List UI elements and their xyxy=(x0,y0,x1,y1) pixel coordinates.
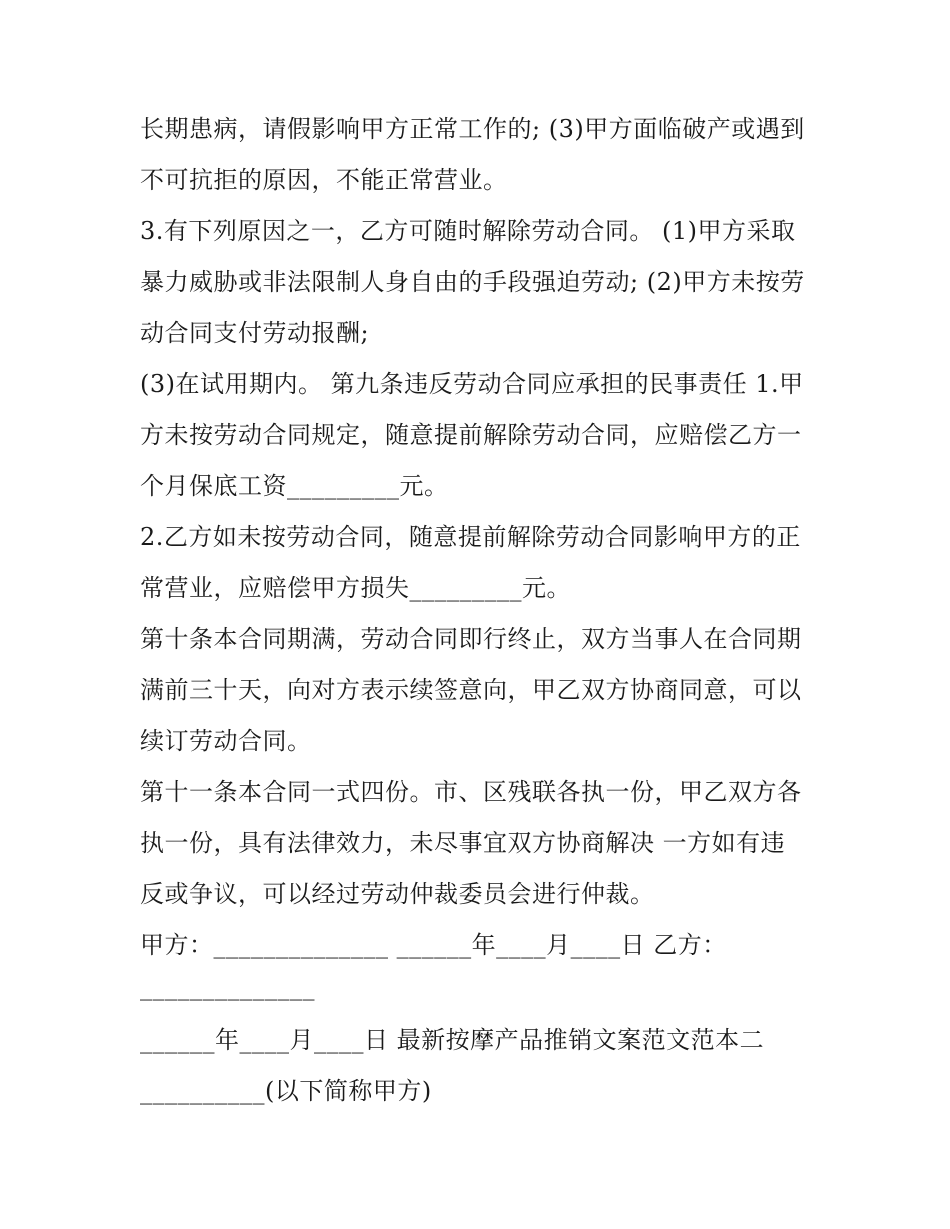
text-line: 个月保底工资_________元。 xyxy=(140,472,449,500)
text-line: 续订劳动合同。 xyxy=(140,727,312,755)
text-line: 满前三十天，向对方表示续签意向，甲乙双方协商同意，可以 xyxy=(140,676,802,704)
text-line: 第十条本合同期满，劳动合同即行终止，双方当事人在合同期 xyxy=(140,625,802,653)
text-line: 2.乙方如未按劳动合同，随意提前解除劳动合同影响甲方的正 xyxy=(140,523,801,551)
text-line: 长期患病，请假影响甲方正常工作的; (3)甲方面临破产或遇到 xyxy=(140,115,805,143)
text-line: 常营业，应赔偿甲方损失_________元。 xyxy=(140,574,571,602)
signature-line-party-a: 甲方：______________ ______年____月____日 乙方： xyxy=(140,931,727,959)
text-line: 反或争议，可以经过劳动仲裁委员会进行仲裁。 xyxy=(140,880,655,908)
text-line: 第十一条本合同一式四份。市、区残联各执一份，甲乙双方各 xyxy=(140,778,802,806)
text-line: 方未按劳动合同规定，随意提前解除劳动合同，应赔偿乙方一 xyxy=(140,421,802,449)
signature-blank-party-b: ______________ xyxy=(140,973,315,1001)
text-line: 暴力威胁或非法限制人身自由的手段强迫劳动; (2)甲方未按劳 xyxy=(140,268,805,296)
text-line: 3.有下列原因之一，乙方可随时解除劳动合同。 (1)甲方采取 xyxy=(140,217,796,245)
text-line: 动合同支付劳动报酬; xyxy=(140,319,370,347)
date-line-title: ______年____月____日 最新按摩产品推销文案范文范本二 xyxy=(140,1026,765,1054)
party-a-definition: __________(以下简称甲方) xyxy=(140,1077,432,1105)
text-line: 执一份，具有法律效力，未尽事宜双方协商解决 一方如有违 xyxy=(140,829,786,857)
text-line: 不可抗拒的原因，不能正常营业。 xyxy=(140,166,508,194)
text-line: (3)在试用期内。 第九条违反劳动合同应承担的民事责任 1.甲 xyxy=(140,370,804,398)
